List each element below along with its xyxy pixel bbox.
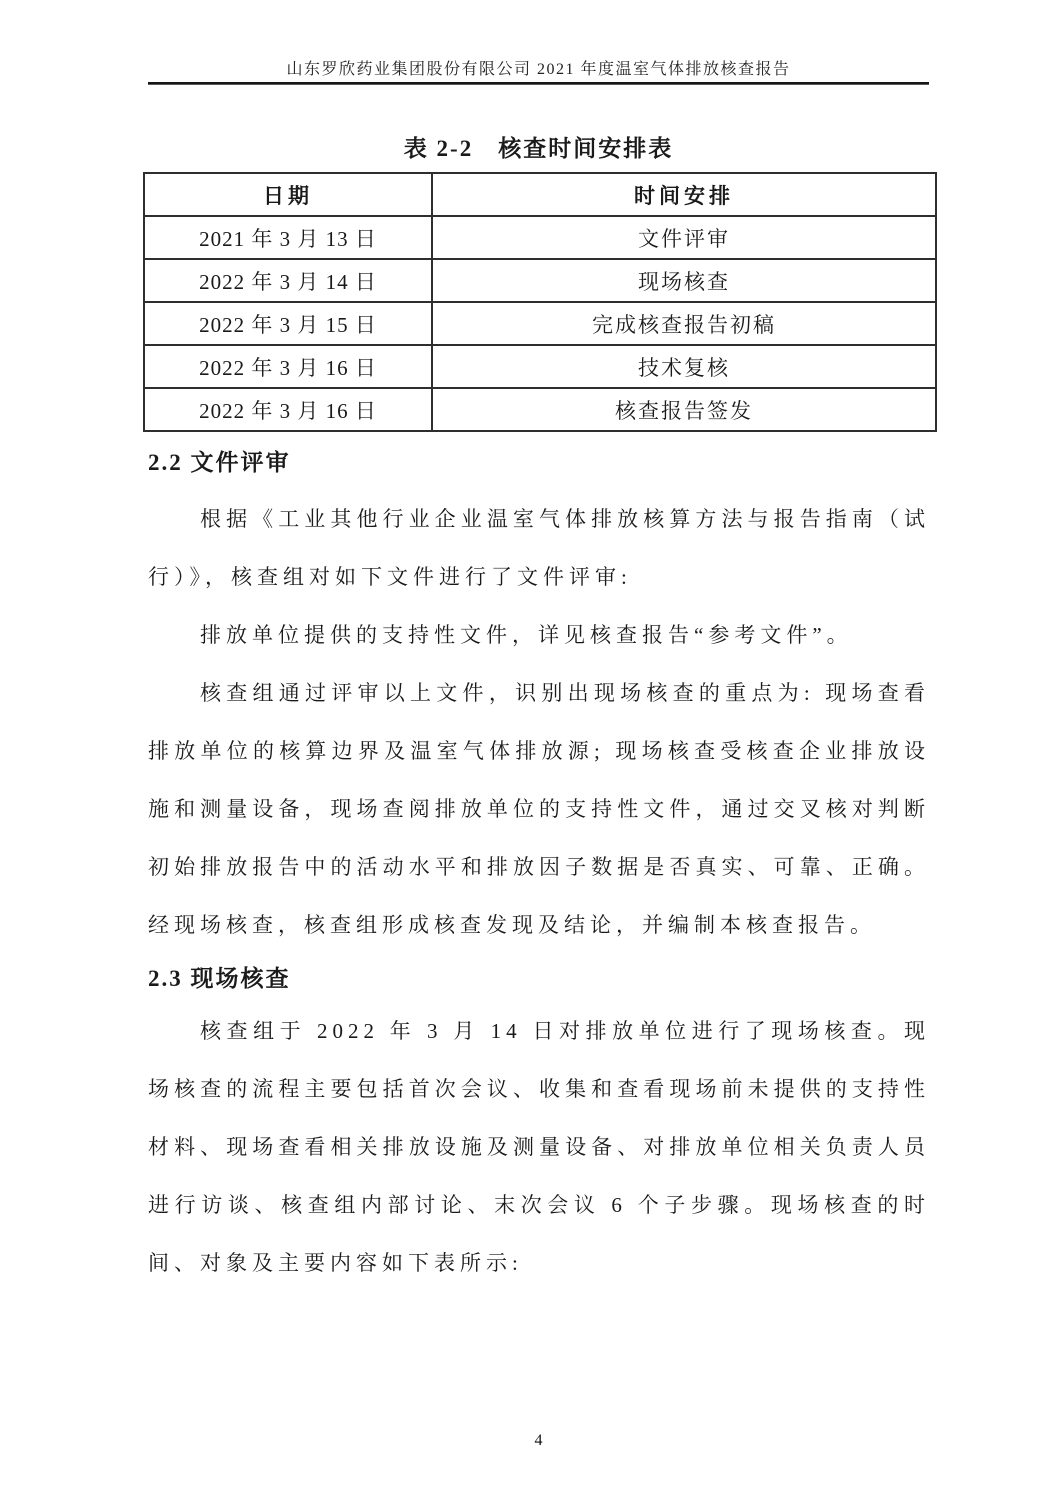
table-header-row [144,173,936,216]
table-row [144,302,936,345]
running-header: 山东罗欣药业集团股份有限公司 2021 年度温室气体排放核查报告 [286,61,791,78]
cell-activity: 核查报告签发 [432,388,936,431]
cell-date: 2022 年 3 月 15 日 [144,302,432,345]
schedule-table [143,172,937,432]
column-header-date: 日期 [144,173,432,216]
table-row [144,345,936,388]
cell-date: 2022 年 3 月 14 日 [144,259,432,302]
document-body [148,446,930,1292]
paragraph: 核查组于 2022 年 3 月 14 日对排放单位进行了现场核查。现场核查的流程主要包括首次会议、收集和查看现场前未提供的支持性材料、现场查看相关排放设施及测量设备、对排放单位相关负责人员进行访谈、核查组内部讨论、末次会议 6 个子步骤。现场核查的时间、对象及主要内容如下表所示: [148,1019,930,1275]
table-row [144,388,936,431]
cell-activity: 技术复核 [432,345,936,388]
header-rule-divider [148,82,929,85]
section-heading-2-3: 2.3 现场核查 [148,966,291,991]
table-caption: 表 2-2 核查时间安排表 [403,136,674,161]
cell-date: 2022 年 3 月 16 日 [144,388,432,431]
paragraph: 根据《工业其他行业企业温室气体排放核算方法与报告指南（试行）》，核查组对如下文件进行了文件评审: [148,507,930,589]
table-row [144,259,936,302]
table-row [144,216,936,259]
cell-activity: 现场核查 [432,259,936,302]
cell-date: 2021 年 3 月 13 日 [144,216,432,259]
cell-activity: 文件评审 [432,216,936,259]
page-number: 4 [534,1432,543,1449]
paragraph: 核查组通过评审以上文件，识别出现场核查的重点为: 现场查看排放单位的核算边界及温室气体排放源; 现场核查受核查企业排放设施和测量设备，现场查阅排放单位的支持性文件，通过交叉核对判断初始排放报告中的活动水平和排放因子数据是否真实、可靠、正确。经现场核查，核查组形成核查发现及结论，并编制本核查报告。 [148,681,930,937]
paragraph: 排放单位提供的支持性文件，详见核查报告“参考文件”。 [200,623,853,647]
column-header-schedule: 时间安排 [432,173,936,216]
section-heading-2-2: 2.2 文件评审 [148,450,291,475]
cell-activity: 完成核查报告初稿 [432,302,936,345]
cell-date: 2022 年 3 月 16 日 [144,345,432,388]
